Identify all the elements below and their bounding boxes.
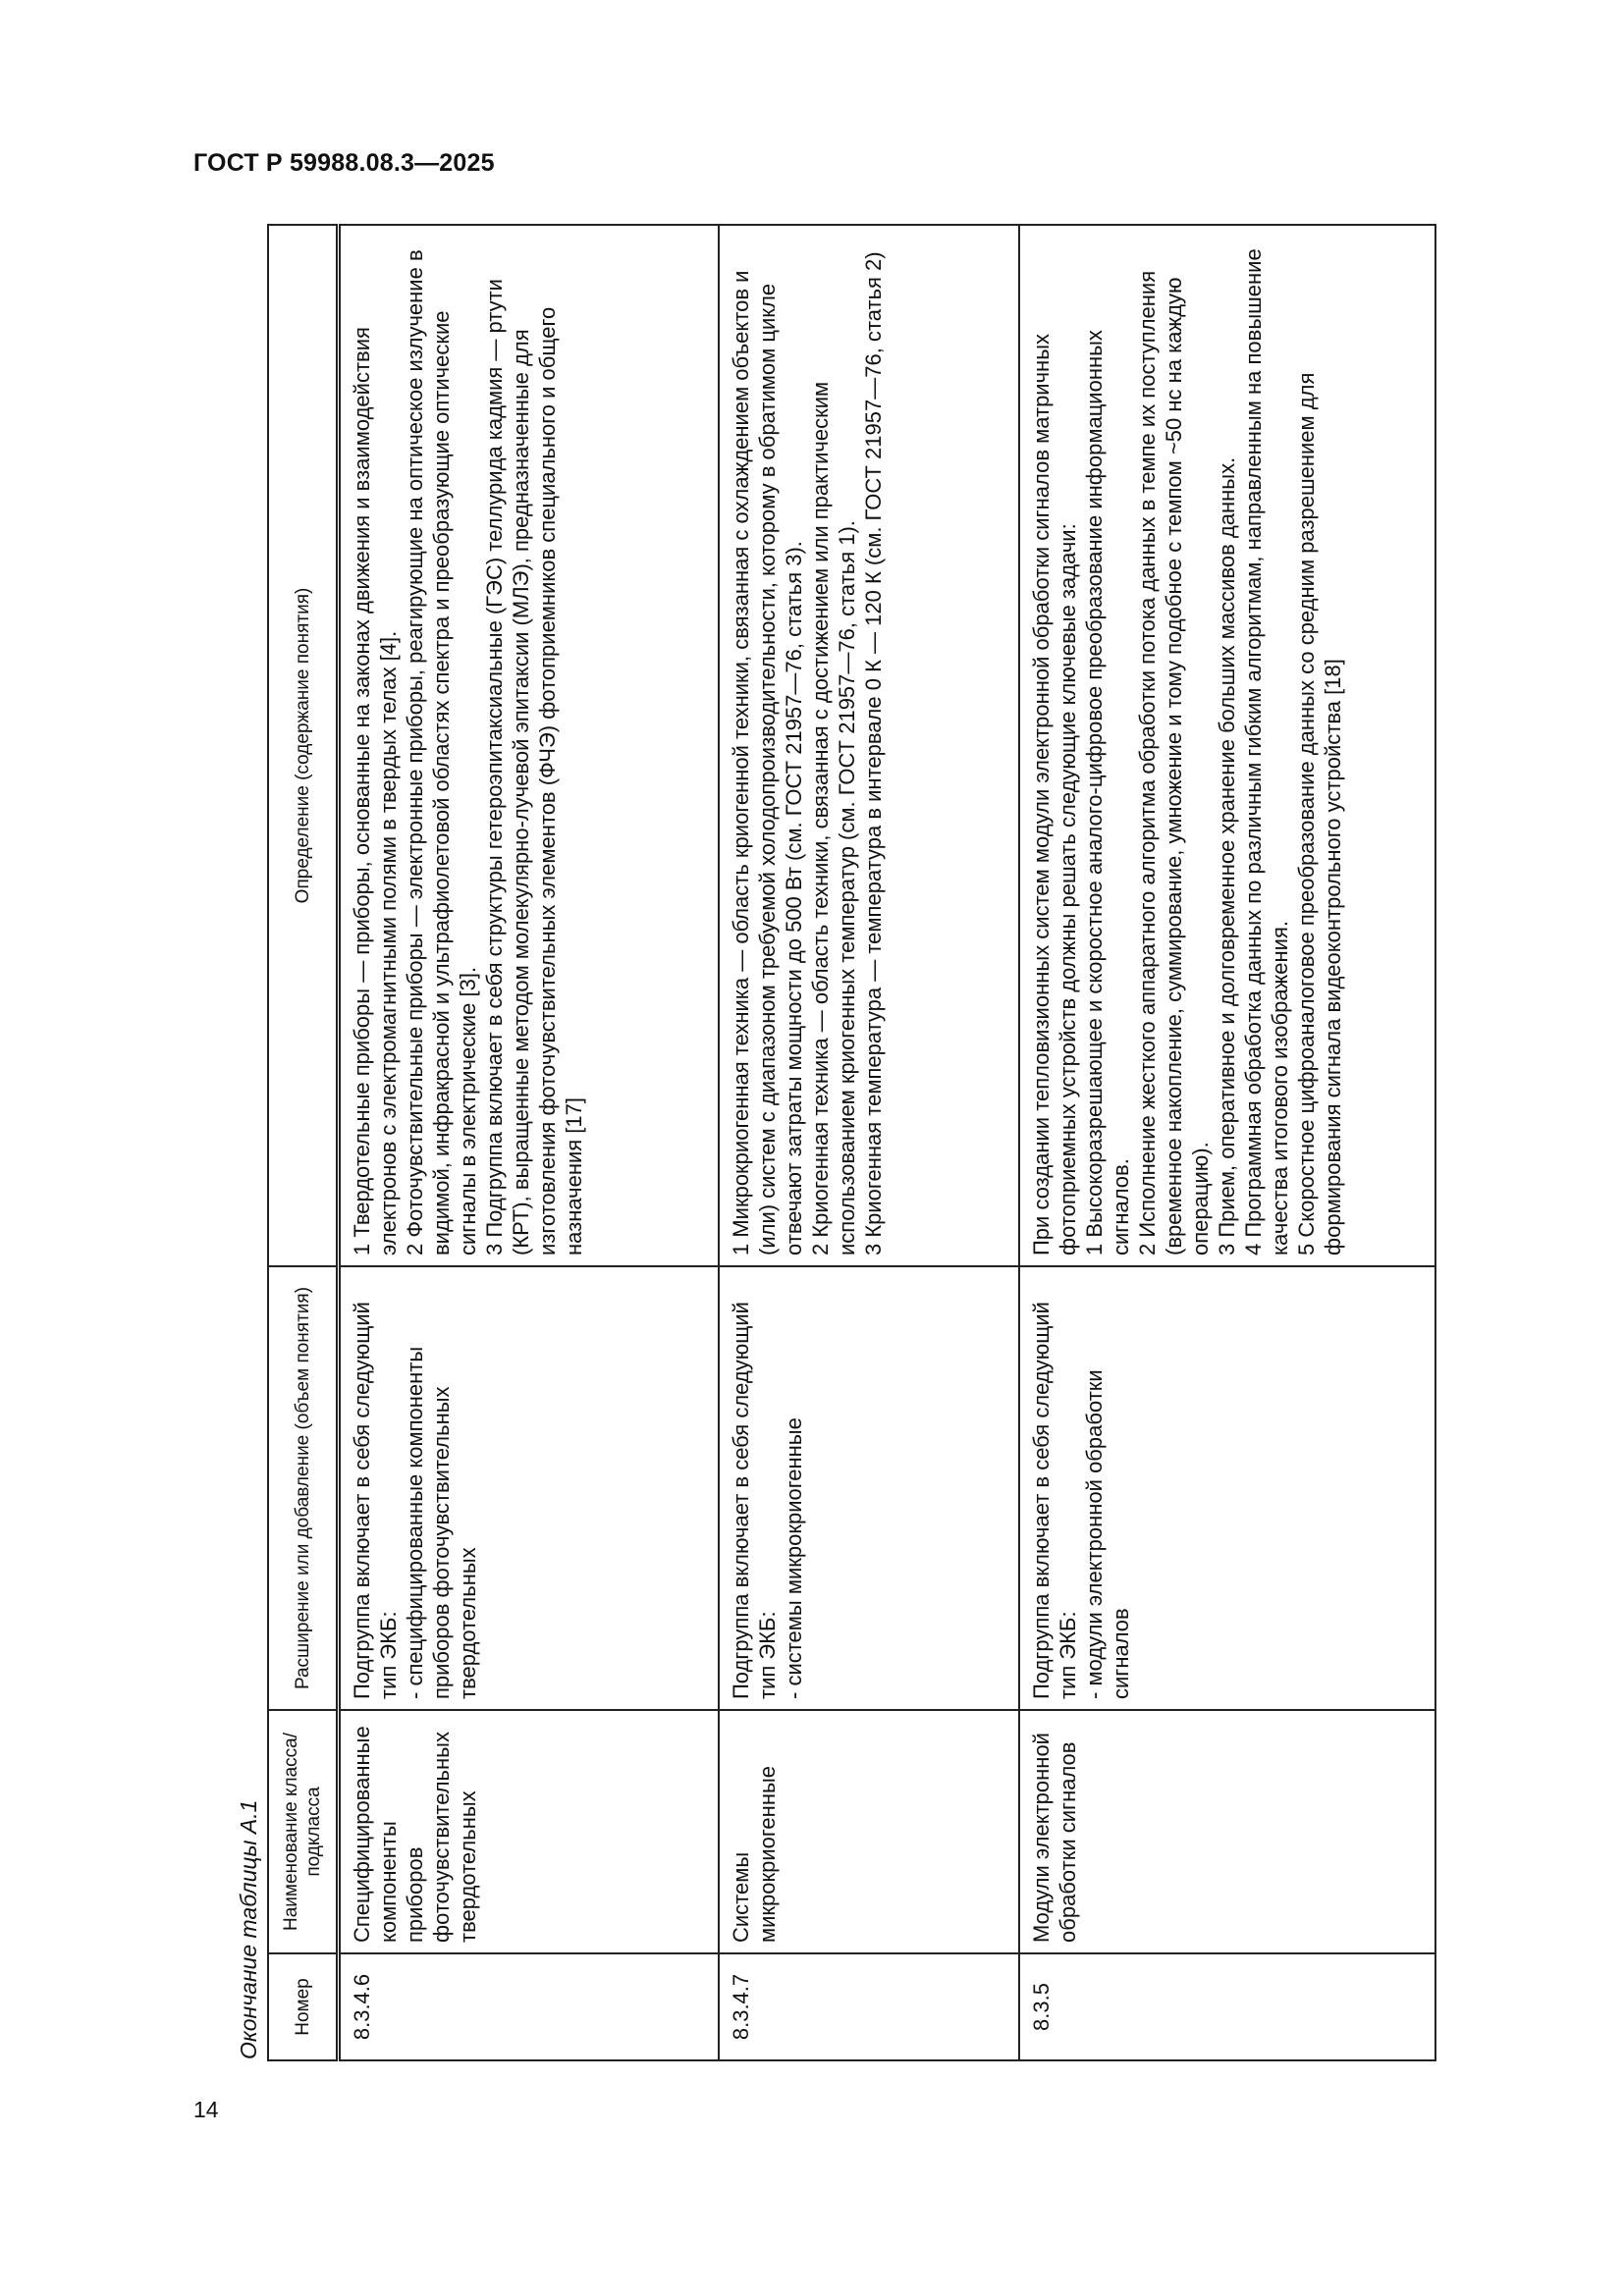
row-extension [339, 1266, 720, 1710]
definition-line: При создании тепловизионных систем модули электронной обработки сигналов матричных фотоприемных устройств должны решать следующие ключевые задачи: [1029, 333, 1080, 1255]
extension-line: - модули электронной обработки сигналов [1082, 1369, 1133, 1699]
extension-line: - системы микрокриогенные [782, 1417, 806, 1699]
definition-line: 3 Криогенная температура — температура в интервале 0 К — 120 К (см. ГОСТ 21957—76, статья 2) [861, 251, 886, 1255]
column-header-definition: Определение (содержание понятия) [268, 225, 339, 1266]
row-name: Специфицированные компоненты приборов фоточувствительных твердотельных [339, 1710, 720, 1953]
column-header-name: Наименование класса/подкласса [268, 1710, 339, 1953]
definition-line: 1 Микрокриогенная техника — область криогенной техники, связанная с охлаждением объектов и (или) систем с диапазоном требуемой холодопроизводительности, которому в обратимом цикле отвечают затраты мощности до 500 Вт (см. ГОСТ 21957—76, статья 3). [729, 270, 806, 1255]
page-number: 14 [193, 2097, 219, 2122]
row-definition [339, 225, 720, 1266]
document-header: ГОСТ Р 59988.08.3—2025 [193, 149, 495, 177]
definition-line: 3 Прием, оперативное и долговременное хранение больших массивов данных. [1215, 456, 1239, 1255]
table-row [339, 225, 720, 2060]
definition-line: 3 Подгруппа включает в себя структуры гетероэпитаксиальные (ГЭС) теллурида кадмия — ртути (КРТ), выращенные методом молекулярно-лучевой эпитаксии (МЛЭ), предназначенные для изготовления фоточувствительных элементов (ФЧЭ) фотоприемников специального и общего назначения [17] [482, 279, 586, 1255]
row-definition [719, 225, 1019, 1266]
table-caption: Окончание таблицы А.1 [236, 1799, 261, 2059]
definition-line: 1 Твердотельные приборы — приборы, основанные на законах движения и взаимодействия электронов с электромагнитными полями в твердых телах [4]. [350, 327, 401, 1255]
row-name: Модули электронной обработки сигналов [1019, 1710, 1435, 1953]
definition-line: 2 Исполнение жесткого аппаратного алгоритма обработки потока данных в темпе их поступления (временное накопление, суммирование, умножение и тому подобное с темпом ~50 нс на каждую операцию). [1135, 270, 1213, 1255]
row-extension [719, 1266, 1019, 1710]
definition-line: 5 Скоростное цифроаналоговое преобразование данных со средним разрешением для формирования сигнала видеоконтрольного устройства [18] [1294, 372, 1345, 1255]
row-number: 8.3.4.6 [339, 1953, 720, 2060]
row-number: 8.3.4.7 [719, 1953, 1019, 2060]
definition-line: 2 Криогенная техника — область техники, связанная с достижением или практическим использованием криогенных температур (см. ГОСТ 21957—76, статья 1). [808, 381, 859, 1255]
extension-line: Подгруппа включает в себя следующий тип ЭКБ: [1029, 1302, 1080, 1699]
rotated-table-region [230, 226, 1447, 2061]
row-extension [1019, 1266, 1435, 1710]
column-header-extension: Расширение или добавление (объем понятия) [268, 1266, 339, 1710]
extension-line: - специфицированные компоненты приборов фоточувствительных твердотельных [403, 1346, 480, 1699]
table-row [719, 225, 1019, 2060]
extension-line: Подгруппа включает в себя следующий тип ЭКБ: [350, 1302, 401, 1699]
row-definition [1019, 225, 1435, 1266]
extension-line: Подгруппа включает в себя следующий тип ЭКБ: [729, 1302, 780, 1699]
row-number: 8.3.5 [1019, 1953, 1435, 2060]
definition-line: 1 Высокоразрешающее и скоростное аналого-цифровое преобразование информационных сигналов. [1082, 330, 1133, 1255]
column-header-number: Номер [268, 1953, 339, 2060]
definition-line: 4 Программная обработка данных по различным гибким алгоритмам, направленным на повышение качества итогового изображения. [1241, 248, 1292, 1255]
table-header-row [268, 225, 339, 2060]
definitions-table [267, 224, 1436, 2061]
definition-line: 2 Фоточувствительные приборы — электронные приборы, реагирующие на оптическое излучение в видимой, инфракрасной и ультрафиолетовой областях спектра и преобразующие оптические сигналы в электрические [3]. [403, 249, 480, 1255]
row-name: Системы микрокриогенные [719, 1710, 1019, 1953]
table-row [1019, 225, 1435, 2060]
